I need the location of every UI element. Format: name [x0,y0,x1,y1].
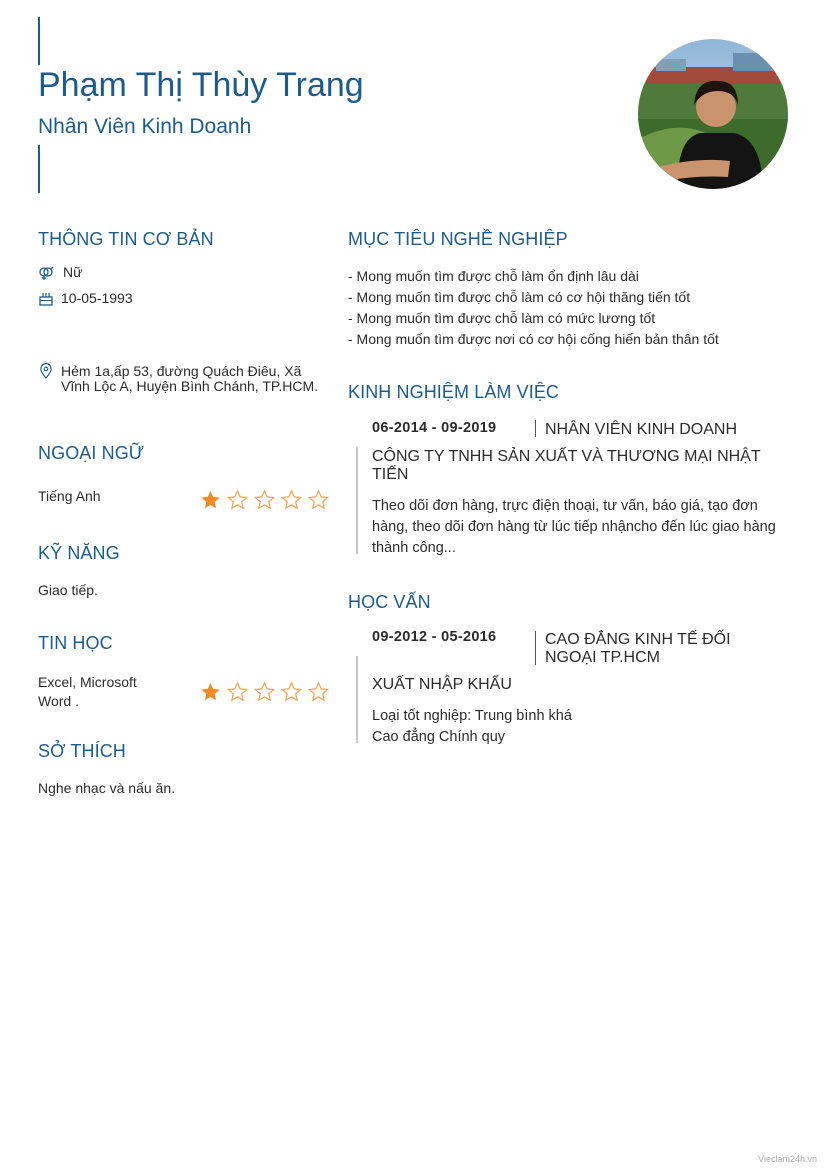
language-rating [199,489,330,511]
computer-skill-name: Excel, Microsoft Word . [38,674,137,709]
hobbies-text: Nghe nhạc và nấu ăn. [38,780,175,796]
basic-info-title: THÔNG TIN CƠ BẢN [38,229,214,249]
star-empty-icon [307,489,330,511]
star-empty-icon [280,681,303,703]
experience-company: CÔNG TY TNHH SẢN XUẤT VÀ THƯƠNG MẠI NHẬT TIẾN [372,448,761,483]
location-pin-icon [38,363,54,379]
gender-value: Nữ [63,264,83,280]
experience-timeline [356,447,358,554]
candidate-name: Phạm Thị Thùy Trang [38,66,364,104]
star-empty-icon [307,681,330,703]
header-bar-top [38,17,40,65]
languages-title: NGOẠI NGỮ [38,443,145,463]
objective-title: MỤC TIÊU NGHỀ NGHIỆP [348,229,568,249]
header-bar-bottom [38,145,40,193]
star-filled-icon [199,489,222,511]
address-value: Hẻm 1a,ấp 53, đường Quách Điêu, Xã Vĩnh Lộc A, Huyện Bình Chánh, TP.HCM. [61,363,319,394]
experience-date: 06-2014 - 09-2019 [372,420,497,436]
objective-item: - Mong muốn tìm được chỗ làm có cơ hội thăng tiến tốt [348,289,691,305]
education-title: HỌC VẤN [348,592,431,612]
star-empty-icon [226,489,249,511]
education-school: CAO ĐẲNG KINH TẾ ĐỐI NGOẠI TP.HCM [545,631,731,666]
objective-item: - Mong muốn tìm được chỗ làm ổn định lâu dài [348,268,639,284]
star-filled-icon [199,681,222,703]
education-timeline [356,656,358,743]
education-detail: Cao đẳng Chính quy [372,729,506,745]
education-date: 09-2012 - 05-2016 [372,629,497,645]
birthday-cake-icon [38,290,54,306]
experience-description: Theo dõi đơn hàng, trực điện thoại, tư vấn, báo giá, tạo đơn hàng, theo dõi đơn hàng từ lúc tiếp nhậncho đến lúc giao hàng thành công... [372,498,776,556]
star-empty-icon [253,489,276,511]
job-title: Nhân Viên Kinh Doanh [38,115,252,138]
objective-item: - Mong muốn tìm được nơi có cơ hội cống hiến bản thân tốt [348,331,719,347]
birthday-value: 10-05-1993 [61,290,133,306]
computer-skill-rating [199,681,330,703]
hobbies-title: SỞ THÍCH [38,741,126,761]
skills-title: KỸ NĂNG [38,543,120,563]
star-empty-icon [226,681,249,703]
skills-text: Giao tiếp. [38,582,98,598]
footer-brand: Vieclam24h.vn [758,1154,817,1164]
computer-skills-title: TIN HỌC [38,633,113,653]
gender-icon [38,265,54,281]
experience-title: KINH NGHIỆM LÀM VIỆC [348,382,560,402]
language-name: Tiếng Anh [38,488,101,504]
experience-position: NHÂN VIÊN KINH DOANH [545,421,738,438]
objective-item: - Mong muốn tìm được chỗ làm có mức lương tốt [348,310,656,326]
education-separator [535,631,536,665]
experience-separator [535,420,536,437]
avatar [638,39,788,189]
star-empty-icon [253,681,276,703]
objective-list [348,266,719,350]
education-detail: Loại tốt nghiệp: Trung bình khá [372,708,572,724]
education-major: XUẤT NHẬP KHẨU [372,676,512,693]
star-empty-icon [280,489,303,511]
